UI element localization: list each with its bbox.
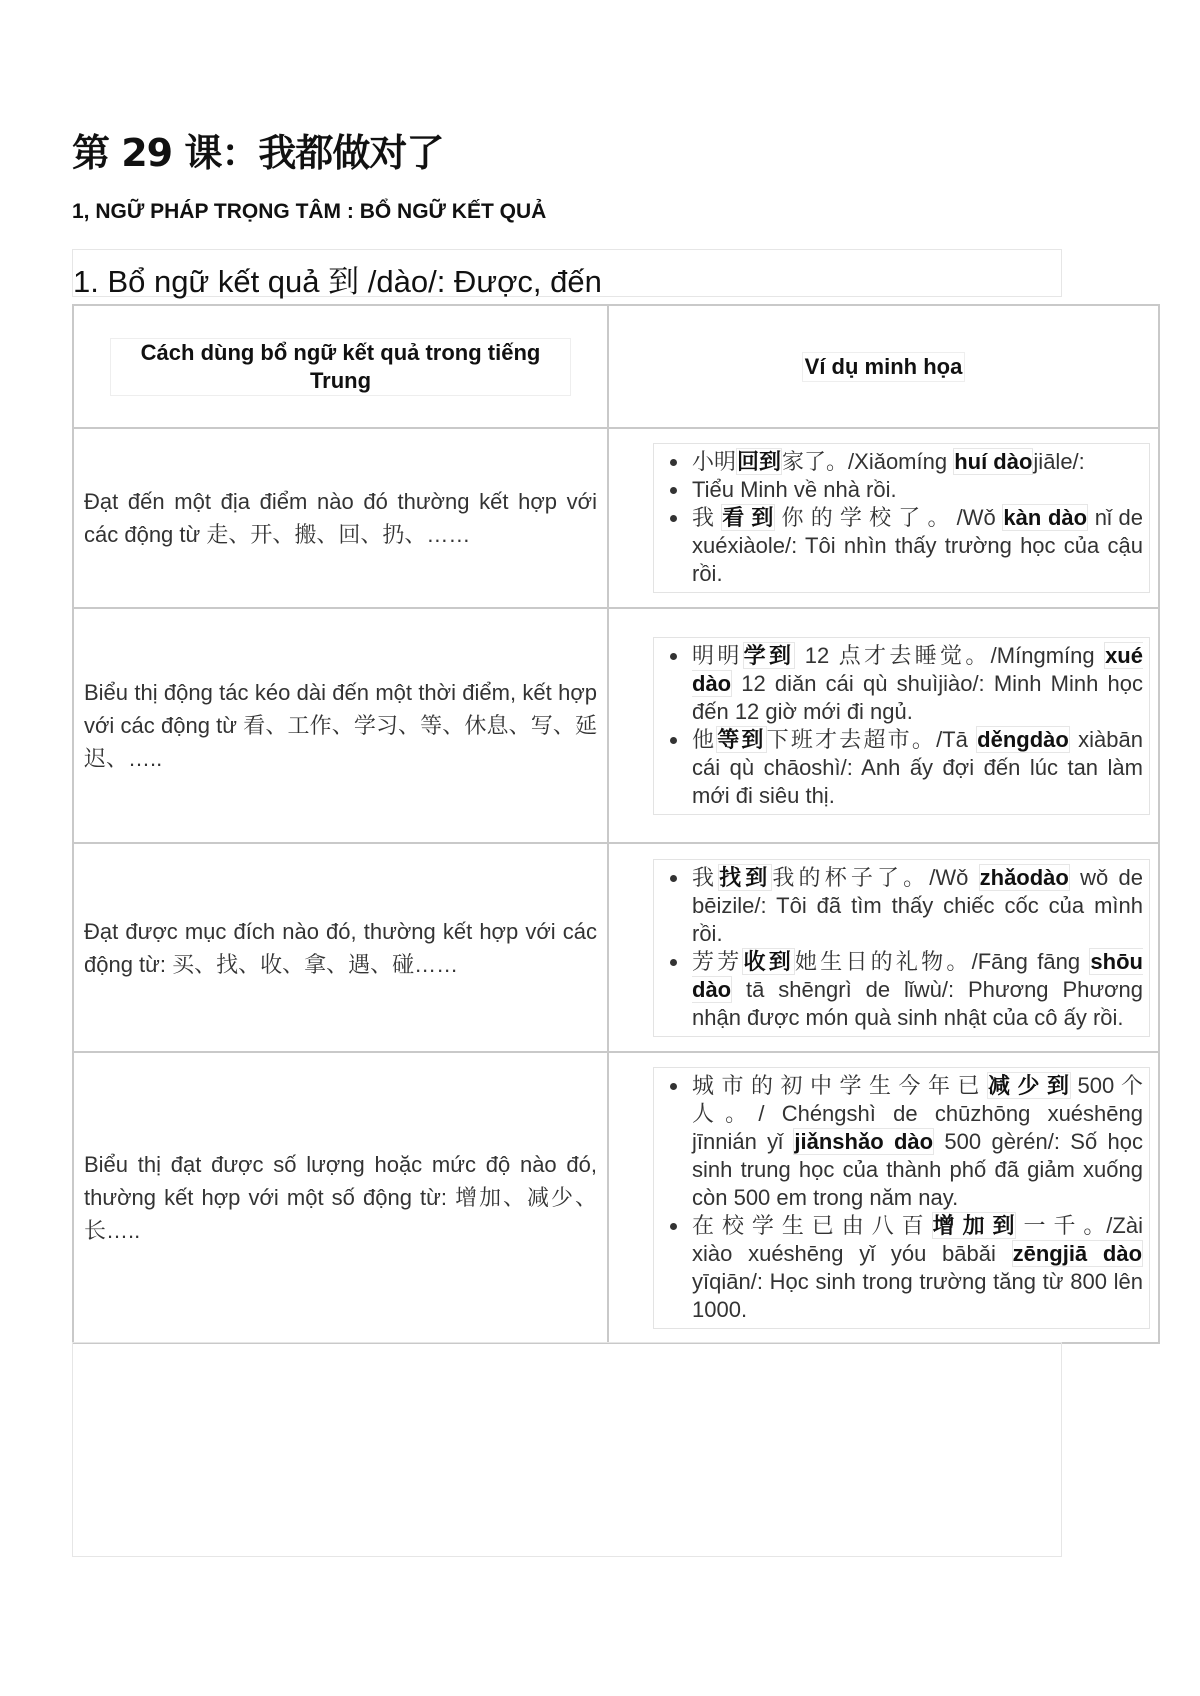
example-text: 12 diǎn cái qù shuìjiào/: Minh Minh học đến 12 giờ mới đi ngủ. (692, 670, 1143, 724)
example-text: 他 (692, 726, 717, 752)
examples-cell (608, 608, 1159, 843)
example-text: 城 市 的 初 中 学 生 今 年 已 (692, 1072, 987, 1098)
examples-list (654, 1072, 1143, 1324)
example-text: 12 点才去睡觉。/Míngmíng (795, 642, 1105, 668)
highlighted-complement: 减 少 到 (987, 1072, 1070, 1098)
examples-cell (608, 1052, 1159, 1343)
examples-list (654, 864, 1143, 1032)
header-usage (73, 305, 608, 428)
example-item (690, 1212, 1143, 1324)
highlighted-complement: zēngjiā dào (1012, 1240, 1143, 1266)
example-item (690, 726, 1143, 810)
example-text: 她生日的礼物。/Fāng fāng (794, 948, 1090, 974)
example-item (690, 864, 1143, 948)
examples-cell (608, 428, 1159, 608)
example-text: yīqiān/: Học sinh trong trường tăng từ 800 lên 1000. (692, 1268, 1143, 1322)
table-header-row (73, 305, 1159, 428)
highlighted-complement: 回到 (737, 449, 782, 474)
example-item (690, 448, 1143, 476)
examples-box (653, 1067, 1150, 1329)
highlighted-complement: 等到 (717, 726, 766, 752)
example-text: 我的杯子了。/Wǒ (772, 864, 979, 890)
examples-box (653, 443, 1150, 593)
example-item (690, 476, 1143, 504)
examples-list (654, 448, 1143, 588)
example-text: 我 (692, 864, 719, 890)
example-text: 小明 (692, 449, 737, 474)
example-item (690, 948, 1143, 1032)
highlighted-complement: xué dào (692, 642, 1143, 696)
highlighted-complement: 学到 (743, 642, 795, 668)
highlighted-complement: 收到 (743, 948, 794, 974)
lesson-title: 第 29 课：我都做对了 (72, 131, 444, 175)
examples-box (653, 859, 1150, 1037)
example-item (690, 642, 1143, 726)
highlighted-complement: 看 到 (722, 505, 774, 530)
example-text: 家了。/Xiǎomíng (782, 449, 954, 474)
empty-frame (72, 1342, 1062, 1557)
highlighted-complement: kàn dào (1003, 505, 1088, 530)
usage-cell: Đạt được mục đích nào đó, thường kết hợp với các động từ: 买、找、收、拿、遇、碰…… (73, 843, 608, 1052)
table-row (73, 608, 1159, 843)
examples-cell (608, 843, 1159, 1052)
table-row (73, 428, 1159, 608)
example-text: 500 gèrén/: Số học sinh trung học của thành phố đã giảm xuống còn 500 em trong năm nay. (692, 1128, 1143, 1210)
example-text: tā shēngrì de lǐwù/: Phương Phương nhận được món quà sinh nhật của cô ấy rồi. (692, 976, 1143, 1030)
header-examples (608, 305, 1159, 428)
usage-cell: Biểu thị đạt được số lượng hoặc mức độ nào đó, thường kết hợp với một số động từ: 增加、减少、长….. (73, 1052, 608, 1343)
table-row (73, 843, 1159, 1052)
table-row (73, 1052, 1159, 1343)
example-item (690, 1072, 1143, 1212)
example-item (690, 504, 1143, 588)
highlighted-complement: 增 加 到 (932, 1212, 1016, 1238)
section-heading: 1. Bổ ngữ kết quả 到 /dào/: Được, đến (73, 264, 602, 299)
example-text: wǒ de bēizile/: Tôi đã tìm thấy chiếc cốc của mình rồi. (692, 864, 1143, 946)
example-text: 500 个 人。/ Chéngshì de chūzhōng xuéshēng jīnnián yǐ (692, 1072, 1144, 1154)
highlighted-complement: jiǎnshǎo dào (794, 1128, 934, 1154)
header-usage-label: Cách dùng bổ ngữ kết quả trong tiếng Trung (110, 338, 571, 396)
example-text: 明明 (692, 642, 743, 668)
section-subtitle: 1, NGỮ PHÁP TRỌNG TÂM : BỔ NGỮ KẾT QUẢ (72, 200, 547, 223)
usage-cell: Đạt đến một địa điểm nào đó thường kết hợp với các động từ 走、开、搬、回、扔、…… (73, 428, 608, 608)
usage-cell: Biểu thị động tác kéo dài đến một thời điểm, kết hợp với các động từ 看、工作、学习、等、休息、写、延迟、….. (73, 608, 608, 843)
example-text: jiāle/: (1033, 449, 1085, 474)
highlighted-complement: 找到 (719, 864, 772, 890)
example-text: 你 的 学 校 了 。 /Wǒ (774, 505, 1003, 530)
example-text: 下班才去超市。/Tā (766, 726, 977, 752)
example-text: 芳芳 (692, 948, 743, 974)
highlighted-complement: shōu dào (692, 948, 1143, 1002)
example-text: 我 (692, 505, 722, 530)
grammar-table (72, 304, 1160, 1344)
header-examples-label: Ví dụ minh họa (802, 352, 966, 382)
highlighted-complement: huí dào (954, 449, 1033, 474)
example-text: xiàbān cái qù chāoshì/: Anh ấy đợi đến lúc tan làm mới đi siêu thị. (692, 726, 1143, 808)
example-text: 一 千 。/Zài xiào xuéshēng yǐ yóu bābǎi (692, 1212, 1143, 1266)
example-text: nǐ de xuéxiàole/: Tôi nhìn thấy trường học của cậu rồi. (692, 505, 1143, 586)
highlighted-complement: děngdào (977, 726, 1069, 752)
examples-list (654, 642, 1143, 810)
example-text: Tiểu Minh về nhà rồi. (692, 477, 897, 502)
examples-box (653, 637, 1150, 815)
example-text: 在 校 学 生 已 由 八 百 (692, 1212, 932, 1238)
highlighted-complement: zhǎodào (979, 864, 1069, 890)
